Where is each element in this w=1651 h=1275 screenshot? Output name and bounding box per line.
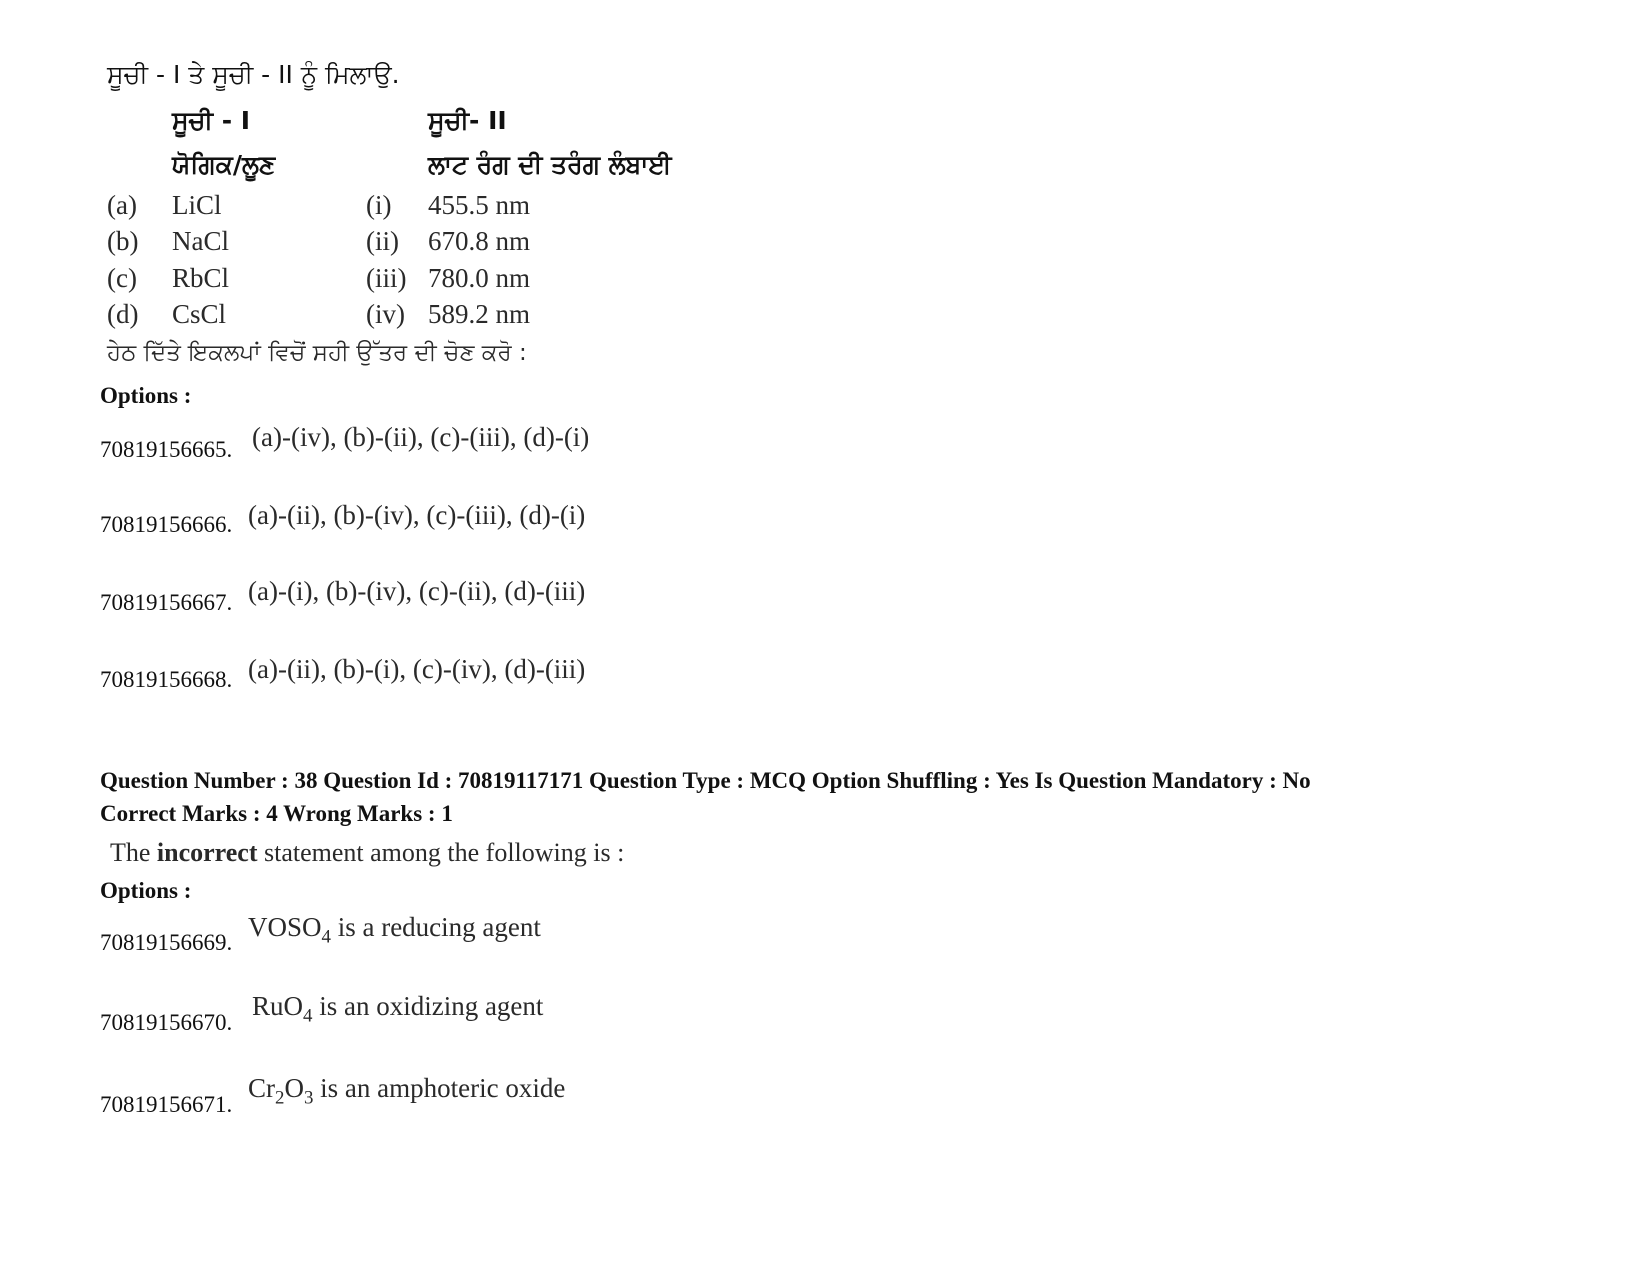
compound-name: LiCl xyxy=(172,190,222,220)
choose-prompt: ਹੇਠ ਦਿੱਤੇ ਇਕਲਪਾਂ ਵਿਚੋਂ ਸਹੀ ਉੱਤਰ ਦੀ ਚੋਣ ਕਰੋ : xyxy=(107,340,527,366)
match-instruction: ਸੂਚੀ - I ਤੇ ਸੂਚੀ - II ਨੂੰ ਮਿਲਾਉ. xyxy=(107,60,400,89)
emphasis-word: incorrect xyxy=(156,838,258,867)
option-text: $VOSO_4$ is a reducing agent xyxy=(248,912,541,948)
roman-label: (ii) xyxy=(366,226,399,256)
compound-name: NaCl xyxy=(172,226,229,256)
wavelength-value: 670.8 nm xyxy=(428,226,531,256)
roman-label: (i) xyxy=(366,190,392,220)
roman-label: (iv) xyxy=(366,299,405,329)
options-label: Options : xyxy=(100,878,192,903)
option-text: (a)-(iv), (b)-(ii), (c)-(iii), (d)-(i) xyxy=(252,422,590,452)
option-text: (a)-(ii), (b)-(i), (c)-(iv), (d)-(iii) xyxy=(248,654,586,684)
option-text: $Cr_2O_3$ is an amphoteric oxide xyxy=(248,1073,566,1109)
roman-label: (iii) xyxy=(366,263,407,293)
question-meta: Question Number : 38 Question Id : 70819117171 Question Type : MCQ Option Shuffling : Yes Is Question Mandatory : No xyxy=(100,768,1311,793)
row-label: (c) xyxy=(107,263,137,293)
option-id: 70819156671. xyxy=(100,1092,233,1117)
list2-title: ਸੂਚੀ- II xyxy=(428,106,507,135)
marks-meta: Correct Marks : 4 Wrong Marks : 1 xyxy=(100,801,453,826)
question-stem: The incorrect statement among the following is : xyxy=(110,838,625,867)
row-label: (a) xyxy=(107,190,137,220)
row-label: (b) xyxy=(107,226,139,256)
option-id: 70819156668. xyxy=(100,667,233,692)
wavelength-value: 455.5 nm xyxy=(428,190,531,220)
option-id: 70819156669. xyxy=(100,930,233,955)
list2-header: ਲਾਟ ਰੰਗ ਦੀ ਤਰੰਗ ਲੰਬਾਈ xyxy=(428,150,672,179)
compound-name: CsCl xyxy=(172,299,227,329)
options-label: Options : xyxy=(100,383,192,408)
wavelength-value: 780.0 nm xyxy=(428,263,531,293)
compound-name: RbCl xyxy=(172,263,230,293)
wavelength-value: 589.2 nm xyxy=(428,299,531,329)
option-id: 70819156670. xyxy=(100,1010,233,1035)
option-id: 70819156667. xyxy=(100,590,233,615)
row-label: (d) xyxy=(107,299,139,329)
option-text: (a)-(ii), (b)-(iv), (c)-(iii), (d)-(i) xyxy=(248,500,586,530)
option-id: 70819156665. xyxy=(100,437,233,462)
list1-title: ਸੂਚੀ - I xyxy=(172,106,251,135)
option-id: 70819156666. xyxy=(100,512,233,537)
option-text: (a)-(i), (b)-(iv), (c)-(ii), (d)-(iii) xyxy=(248,576,586,606)
option-text: RuO$_4$ is an oxidizing agent xyxy=(252,991,544,1027)
list1-header: ਯੋਗਿਕ/ਲੂਣ xyxy=(172,150,276,179)
